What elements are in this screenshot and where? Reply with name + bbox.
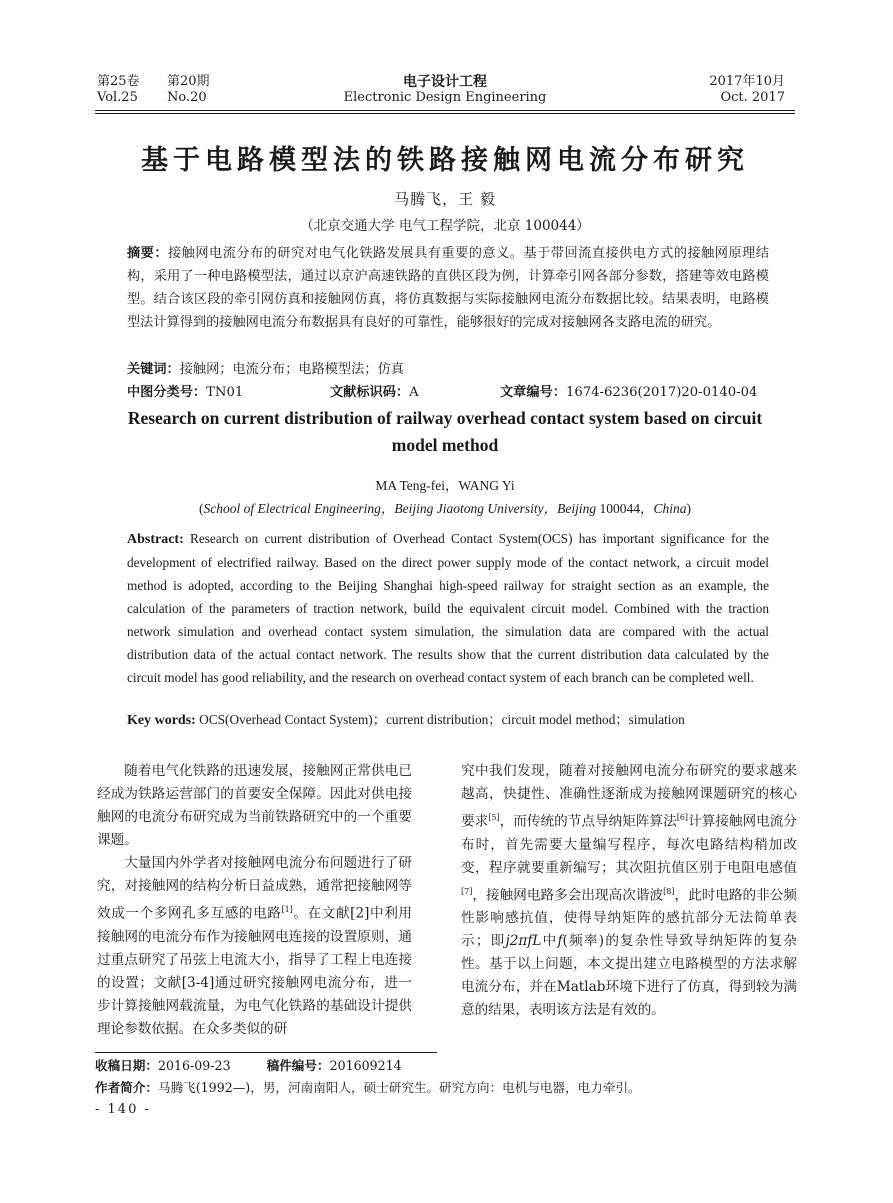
doc-code-label: 文献标识码： [330,385,410,400]
manuscript-number: 201609214 [329,1058,402,1073]
header-rule-2 [95,113,795,114]
keywords-cn-text: 接触网；电流分布；电路模型法；仿真 [179,362,404,377]
clc-value: TN01 [206,385,244,400]
page-number: - 140 - [95,1102,151,1117]
title-cn: 基于电路模型法的铁路接触网电流分布研究 [141,145,749,176]
body-text: ，此时电路的非公频性影响感抗值，使得导纳矩阵的感抗部分无法简单表示；即 [461,887,798,950]
issue-en: No.20 [167,90,207,105]
abstract-cn-label: 摘要： [127,246,169,261]
body-text: ，接触网电路多会出现高次谐波 [472,887,664,904]
journal-name-cn: 电子设计工程 [403,74,487,90]
footnote-bio [95,1078,641,1098]
affiliation-en-plain: 100044， [599,501,654,516]
keywords-en [127,709,769,732]
footnote-rule [95,1052,437,1053]
abstract-cn [127,242,769,334]
article-number-label: 文章编号： [500,385,566,400]
doc-code [330,382,419,404]
article-number [500,382,757,404]
received-date: 2016-09-23 [157,1058,231,1073]
affiliation-en: (School of Electrical Engineering，Beijing Jiaotong University，Beijing 100044，China) [199,501,691,516]
affiliation-en-italic: School of Electrical Engineering，Beijing Jiaotong University，Beijing [203,501,597,516]
manuscript-label: 稿件编号： [266,1058,330,1073]
body-left-column [97,760,412,1041]
body-paragraph-3 [461,760,797,1022]
header-rule [95,110,795,111]
received-label: 收稿日期： [95,1058,158,1073]
footnote-received [95,1056,402,1076]
citation-ref: [7] [461,886,473,896]
journal-name-en: Electronic Design Engineering [343,90,547,105]
citation-ref: [8] [663,886,675,896]
volume-cn: 第25卷 [97,74,140,89]
citation-ref: [5] [488,813,500,822]
authors-cn: 马腾飞，王 毅 [394,190,496,208]
body-paragraph-2-text-cont: 。在文献[2]中利用接触网的电流分布作为接触网电连接的设置原则，通过重点研究了吊弦上电流大小，指导了工程上电连接的设置；文献[3-4]通过研究接触网电流分布，进一步计算接触网载流量，为电气化铁路的基础设计提供理论参数依据。在众多类似的研 [97,905,412,1037]
authors-en: MA Teng-fei，WANG Yi [375,478,515,493]
citation-ref: [6] [676,813,689,822]
body-text: (频率)的复杂性导致导纳矩阵的复杂性。基于以上问题，本文提出建立电路模型的方法求解电流分布，并在Matlab环境下进行了仿真，得到较为满意的结果，表明该方法是有效的。 [461,933,798,1019]
clc-number [127,382,243,404]
body-text: 中 [541,933,558,950]
body-text: 究中我们发现，随着对接触网电流分布研究的要求越来越高，快捷性、准确性逐渐成为接触网课题研究的核心要求 [461,763,797,830]
body-text: 计算接触网电流分布时，首先需要大量编写程序，每次电路结构稍加改变，程序就要重新编写；其次阻抗值区别于电阻电感值 [461,813,798,876]
bio-text: 马腾飞(1992—)，男，河南南阳人，硕士研究生。研究方向：电机与电器，电力牵引。 [157,1080,641,1095]
body-paragraph-1: 随着电气化铁路的迅速发展，接触网正常供电已经成为铁路运营部门的首要安全保障。因此对供电接触网的电流分布研究成为当前铁路研究中的一个重要课题。 [97,763,412,848]
abstract-en-text: Research on current distribution of Overhead Contact System(OCS) has important significance for the development of electrified railway. Based on the direct power supply mode of the contact network, a circuit model method is adopted, according to the Beijing Shanghai high-speed railway for straight section as an example, the calculation of the parameters of traction network, build the equivalent circuit model. Combined with the traction network simulation and overhead contact system simulation, the simulation data are compared with the actual distribution data of the actual contact network. The results show that the current distribution data calculated by the circuit model has good reliability, and the research on overhead contact system of each branch can be completed well. [127,531,769,685]
keywords-cn [127,359,769,381]
formula-variable: f [557,933,563,950]
bio-label: 作者简介： [95,1080,158,1095]
affiliation-cn: （北京交通大学 电气工程学院，北京 100044） [300,218,590,234]
body-text: ，而传统的节点导纳矩阵算法 [499,813,677,830]
citation-ref: [1] [281,905,293,914]
article-number-value: 1674-6236(2017)20-0140-04 [565,385,758,400]
body-paragraph-2 [97,852,412,1041]
keywords-en-text: OCS(Overhead Contact System)；current distribution；circuit model method；simulation [199,712,685,727]
date-cn: 2017年10月 [709,74,785,89]
date-en: Oct. 2017 [720,90,785,105]
title-en: Research on current distribution of railway overhead contact system based on circuit model method [127,408,763,455]
abstract-cn-text: 接触网电流分布的研究对电气化铁路发展具有重要的意义。基于带回流直接供电方式的接触网原理结构，采用了一种电路模型法，通过以京沪高速铁路的直供区段为例，计算牵引网各部分参数，搭建等效电路模型。结合该区段的牵引网仿真和接触网仿真，将仿真数据与实际接触网电流分布数据比较。结果表明，电路模型法计算得到的接触网电流分布数据具有良好的可靠性，能够很好的完成对接触网各支路电流的研究。 [127,246,770,330]
formula: j2πfL [505,933,542,950]
header-volume [97,74,210,106]
body-right-column [461,760,797,1022]
header-journal [300,74,590,106]
keywords-en-label: Key words: [127,713,196,728]
clc-label: 中图分类号： [127,385,207,400]
body-paragraph-2-text: 大量国内外学者对接触网电流分布问题进行了研究，对接触网的结构分析日益成熟，通常把接触网等效成一个多网孔多互感的电路 [97,855,412,922]
affiliation-en-country: China [653,501,687,516]
keywords-cn-label: 关键词： [127,362,180,377]
abstract-en-label: Abstract: [127,532,184,547]
issue-cn: 第20期 [167,74,210,89]
doc-code-value: A [409,385,419,400]
header-date [709,74,785,106]
abstract-en [127,527,769,689]
volume-en: Vol.25 [97,90,138,105]
